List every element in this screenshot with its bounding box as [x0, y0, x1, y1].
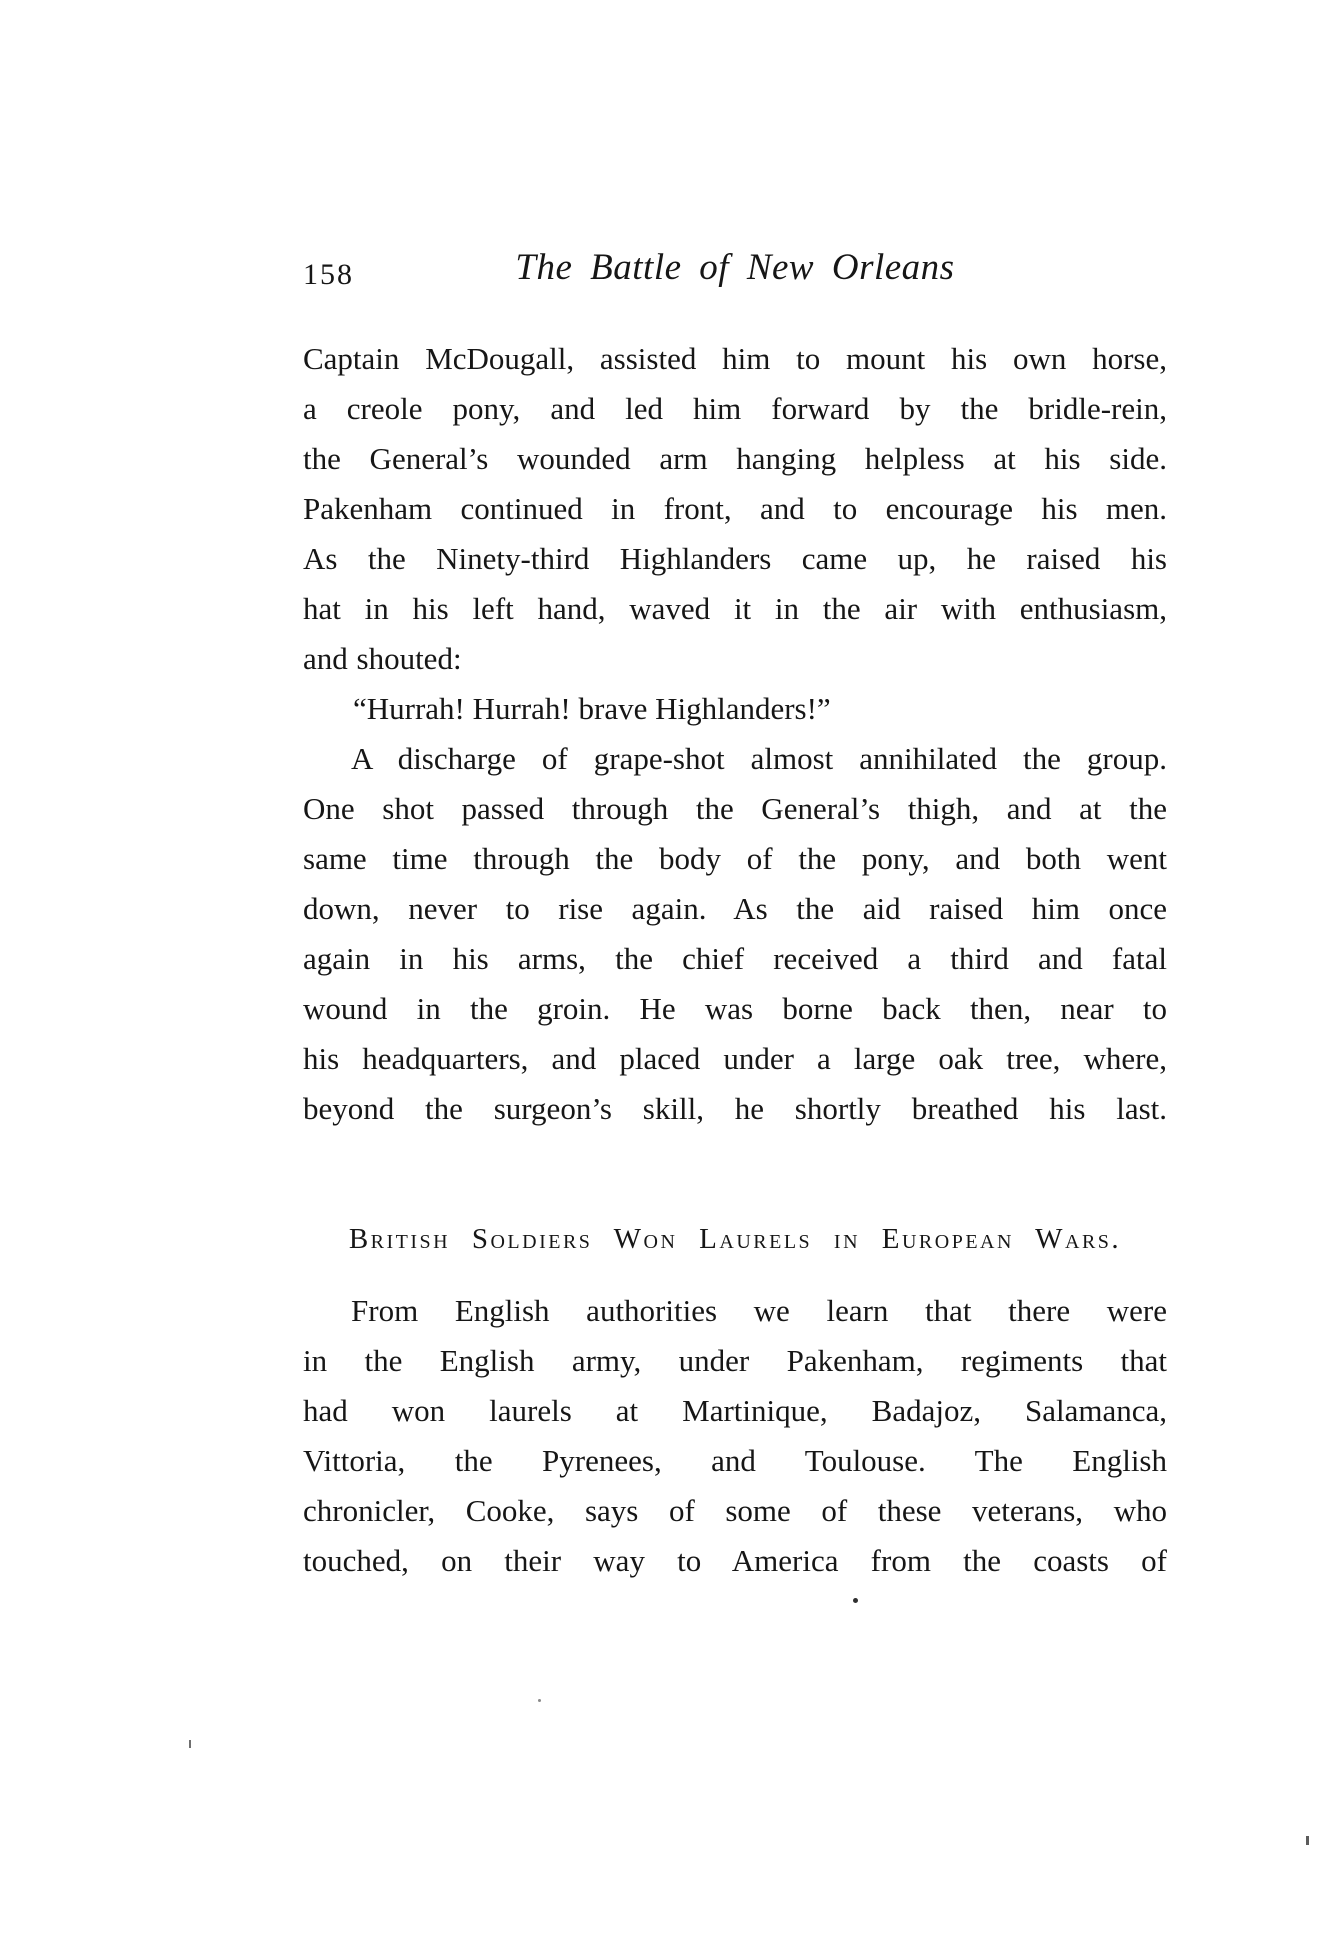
text-line: a creole pony, and led him forward by the bridle-rein,: [303, 391, 1167, 426]
paragraph-grape-shot: [303, 734, 1167, 1134]
ink-speck: [853, 1598, 858, 1603]
text-line: the General’s wounded arm hanging helpless at his side.: [303, 441, 1167, 476]
text-line: touched, on their way to America from the coasts of: [303, 1543, 1167, 1578]
text-line: his headquarters, and placed under a large oak tree, where,: [303, 1041, 1167, 1076]
text-column: [303, 334, 1167, 1586]
text-line: again in his arms, the chief received a third and fatal: [303, 941, 1167, 976]
ink-speck: [538, 1699, 541, 1702]
text-line: had won laurels at Martinique, Badajoz, Salamanca,: [303, 1393, 1167, 1428]
ink-speck: [1306, 1836, 1309, 1845]
running-head: [303, 246, 1167, 296]
text-line: down, never to rise again. As the aid raised him once: [303, 891, 1167, 926]
text-line: Captain McDougall, assisted him to mount his own horse,: [303, 341, 1167, 376]
text-line: Vittoria, the Pyrenees, and Toulouse. The English: [303, 1443, 1167, 1478]
text-line: One shot passed through the General’s thigh, and at the: [303, 791, 1167, 826]
page-number: 158: [303, 258, 354, 291]
text-line: hat in his left hand, waved it in the air with enthusiasm,: [303, 591, 1167, 626]
quote-hurrah: “Hurrah! Hurrah! brave Highlanders!”: [353, 691, 831, 726]
text-line: beyond the surgeon’s skill, he shortly breathed his last.: [303, 1091, 1167, 1126]
paragraph-english-authorities: [303, 1286, 1167, 1586]
text-line: As the Ninety-third Highlanders came up, he raised his: [303, 541, 1167, 576]
text-line: wound in the groin. He was borne back then, near to: [303, 991, 1167, 1026]
text-line: and shouted:: [303, 641, 462, 676]
ink-speck: [189, 1740, 191, 1748]
text-line: same time through the body of the pony, and both went: [303, 841, 1167, 876]
text-line: Pakenham continued in front, and to encourage his men.: [303, 491, 1167, 526]
section-heading: British Soldiers Won Laurels in European Wars.: [348, 1223, 1122, 1255]
text-line: in the English army, under Pakenham, regiments that: [303, 1343, 1167, 1378]
text-line: From English authorities we learn that there were: [351, 1293, 1167, 1328]
running-title: The Battle of New Orleans: [515, 247, 955, 288]
text-line: A discharge of grape-shot almost annihilated the group.: [351, 741, 1167, 776]
paragraph-captain-mcdougall: [303, 334, 1167, 684]
text-line: chronicler, Cooke, says of some of these veterans, who: [303, 1493, 1167, 1528]
